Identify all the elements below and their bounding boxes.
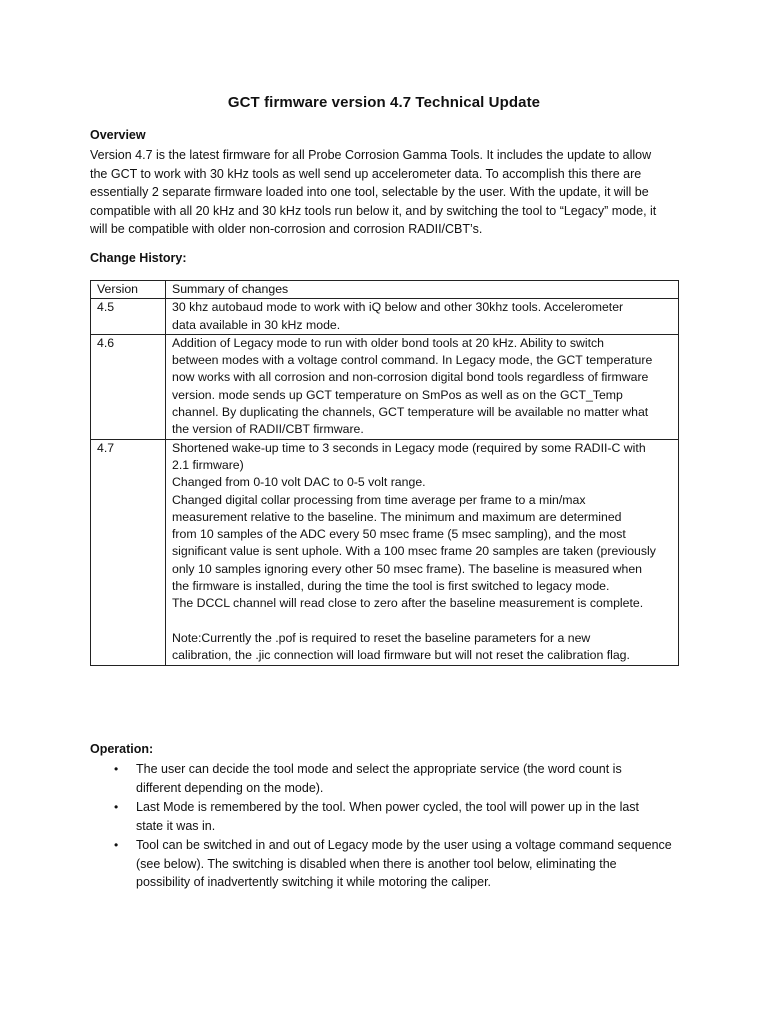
- summary-line: Note:Currently the .pof is required to reset the baseline parameters for a new: [172, 630, 591, 645]
- summary-line: 2.1 firmware): [172, 457, 244, 472]
- overview-heading: Overview: [90, 128, 146, 142]
- summary-line: between modes with a voltage control command. In Legacy mode, the GCT temperature: [172, 353, 653, 368]
- list-item-line: different depending on the mode).: [136, 780, 324, 795]
- operation-heading: Operation:: [90, 742, 154, 756]
- column-header-version: Version: [91, 281, 166, 299]
- summary-line: from 10 samples of the ADC every 50 msec frame (5 msec sampling), and the most: [172, 527, 626, 542]
- summary-line: Shortened wake-up time to 3 seconds in Legacy mode (required by some RADII-C with: [172, 440, 646, 455]
- overview-line: the GCT to work with 30 kHz tools as well send up accelerometer data. To accomplish this there are: [90, 166, 642, 181]
- list-item-line: state it was in.: [136, 818, 216, 833]
- summary-cell: [166, 334, 679, 439]
- summary-line: Changed digital collar processing from time average per frame to a min/max: [172, 492, 586, 507]
- summary-line: measurement relative to the baseline. The minimum and maximum are determined: [172, 509, 622, 524]
- list-item: [90, 760, 690, 797]
- operation-list: [90, 760, 690, 893]
- summary-cell: [166, 439, 679, 665]
- table-row: [91, 334, 679, 439]
- overview-line: essentially 2 separate firmware loaded into one tool, selectable by the user. With the update, it will be: [90, 185, 649, 199]
- table-header-row: [91, 281, 679, 299]
- summary-line: now works with all corrosion and non-corrosion digital bond tools regardless of firmware: [172, 370, 649, 385]
- table-row: [91, 299, 679, 335]
- change-history-heading: Change History:: [90, 251, 187, 265]
- summary-line: the firmware is installed, during the time the tool is first switched to legacy mode.: [172, 579, 610, 594]
- list-item: [90, 798, 690, 835]
- summary-cell: [166, 299, 679, 335]
- overview-line: will be compatible with older non-corrosion and corrosion RADII/CBT’s.: [90, 222, 483, 236]
- summary-line: Addition of Legacy mode to run with older bond tools at 20 kHz. Ability to switch: [172, 335, 604, 350]
- version-cell: 4.5: [91, 299, 166, 335]
- bullet-icon: •: [114, 762, 119, 776]
- list-item: [90, 836, 690, 892]
- summary-line: the version of RADII/CBT firmware.: [172, 422, 364, 437]
- overview-line: Version 4.7 is the latest firmware for all Probe Corrosion Gamma Tools. It includes the update to allow: [90, 148, 652, 162]
- list-item-line: Last Mode is remembered by the tool. When power cycled, the tool will power up in the last: [136, 800, 640, 814]
- list-item-line: possibility of inadvertently switching it while motoring the caliper.: [136, 875, 492, 889]
- summary-line: only 10 samples ignoring every other 50 msec frame). The baseline is measured when: [172, 561, 643, 576]
- summary-line: data available in 30 kHz mode.: [172, 317, 341, 332]
- list-item-line: Tool can be switched in and out of Legacy mode by the user using a voltage command sequence: [136, 838, 672, 852]
- summary-line: version. mode sends up GCT temperature on SmPos as well as on the GCT_Temp: [172, 387, 623, 402]
- summary-line: Changed from 0-10 volt DAC to 0-5 volt range.: [172, 475, 426, 490]
- list-item-line: (see below). The switching is disabled when there is another tool below, eliminating the: [136, 856, 617, 871]
- summary-line: The DCCL channel will read close to zero after the baseline measurement is complete.: [172, 596, 644, 611]
- version-cell: 4.6: [91, 334, 166, 439]
- list-item-line: The user can decide the tool mode and select the appropriate service (the word count is: [136, 762, 622, 776]
- summary-line: calibration, the .jic connection will load firmware but will not reset the calibration flag.: [172, 648, 630, 663]
- version-cell: 4.7: [91, 439, 166, 665]
- summary-line: channel. By duplicating the channels, GCT temperature will be available no matter what: [172, 405, 649, 420]
- document-title: GCT firmware version 4.7 Technical Update: [227, 94, 541, 111]
- table-row: [91, 439, 679, 665]
- column-header-summary: Summary of changes: [166, 281, 679, 299]
- change-history-table: [90, 280, 679, 666]
- summary-line: significant value is sent uphole. With a 100 msec frame 20 samples are taken (previously: [172, 544, 656, 559]
- overview-line: compatible with all 20 kHz and 30 kHz tools run below it, and by switching the tool to “Legacy” mode, it: [90, 203, 657, 218]
- blank-line: [172, 613, 678, 630]
- bullet-icon: •: [114, 800, 119, 814]
- summary-line: 30 khz autobaud mode to work with iQ below and other 30khz tools. Accelerometer: [172, 300, 624, 315]
- overview-paragraph: [90, 146, 690, 239]
- bullet-icon: •: [114, 838, 119, 852]
